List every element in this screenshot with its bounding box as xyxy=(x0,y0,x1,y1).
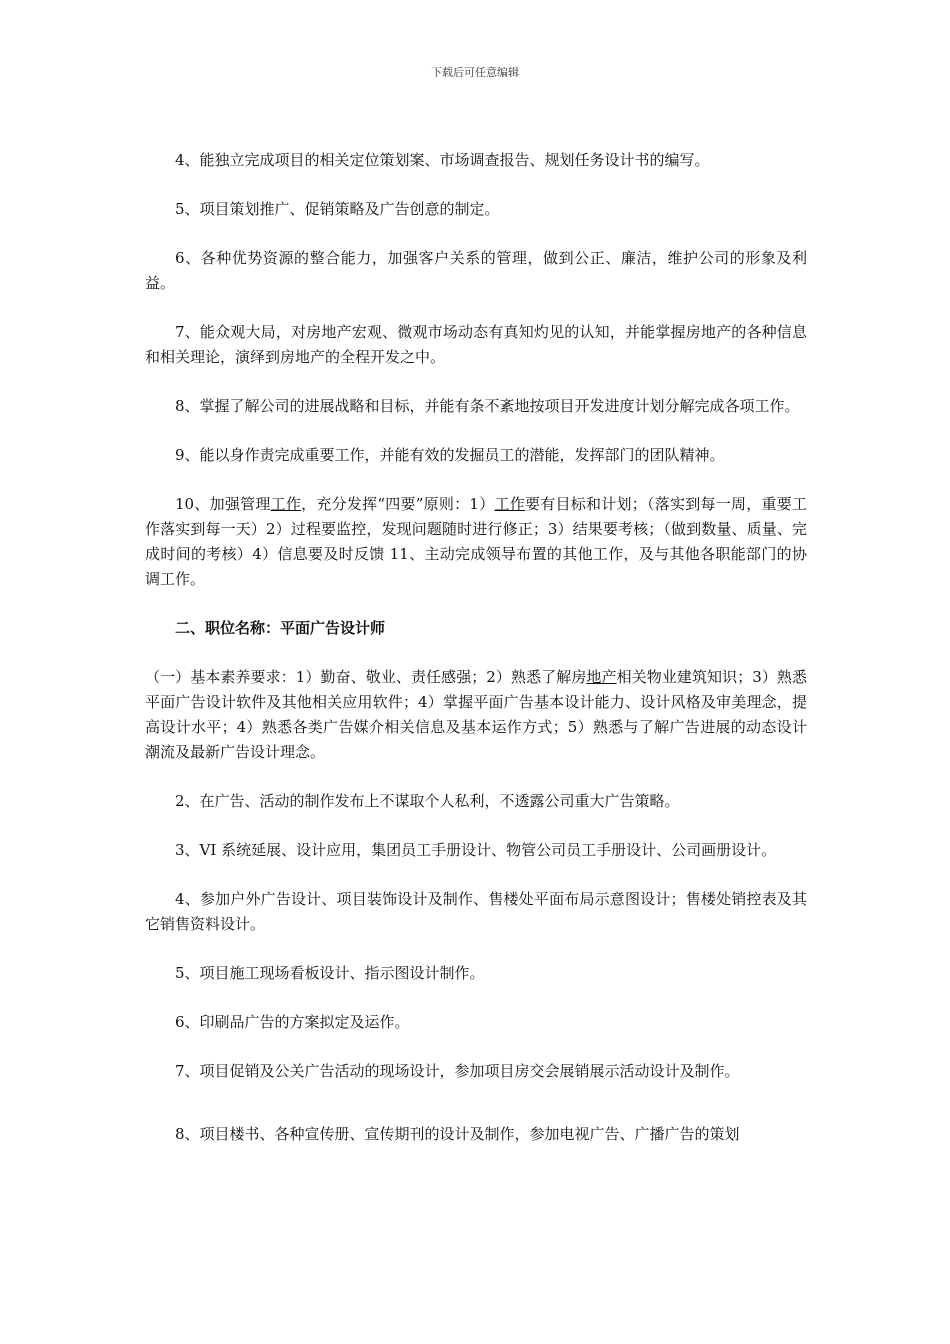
document-body xyxy=(145,148,807,1171)
paragraph-item-10 xyxy=(145,492,807,592)
section-heading: 二、职位名称：平面广告设计师 xyxy=(175,619,386,637)
paragraph-item-8: 8、掌握了解公司的进展战略和目标，并能有条不紊地按项目开发进度计划分解完成各项工作。 xyxy=(175,397,800,415)
basic-requirements xyxy=(145,665,807,765)
p10-text-a: 10、加强管理 xyxy=(175,495,271,513)
duty-item-6: 6、印刷品广告的方案拟定及运作。 xyxy=(175,1013,410,1031)
paragraph-item-5: 5、项目策划推广、促销策略及广告创意的制定。 xyxy=(175,200,500,218)
page-header: 下载后可任意编辑 xyxy=(431,66,519,79)
duty-item-2: 2、在广告、活动的制作发布上不谋取个人私利，不透露公司重大广告策略。 xyxy=(175,792,680,810)
duty-item-4: 4、参加户外广告设计、项目装饰设计及制作、售楼处平面布局示意图设计；售楼处销控表及其它销售资料设计。 xyxy=(145,890,807,933)
paragraph-item-6: 6、各种优势资源的整合能力，加强客户关系的管理，做到公正、廉洁，维护公司的形象及利益。 xyxy=(145,249,807,292)
work-link-2[interactable]: 工作 xyxy=(494,495,525,513)
duty-item-7: 7、项目促销及公关广告活动的现场设计，参加项目房交会展销展示活动设计及制作。 xyxy=(175,1062,740,1080)
basic-text-a: （一）基本素养要求：1）勤奋、敬业、责任感强；2）熟悉了解房 xyxy=(145,668,587,686)
p10-text-c: ，充分发挥“四要”原则：1） xyxy=(301,495,495,513)
paragraph-item-9: 9、能以身作责完成重要工作，并能有效的发掘员工的潜能，发挥部门的团队精神。 xyxy=(175,446,725,464)
real-estate-link[interactable]: 地产 xyxy=(586,668,617,686)
paragraph-item-4: 4、能独立完成项目的相关定位策划案、市场调查报告、规划任务设计书的编写。 xyxy=(175,151,710,169)
basic-text-c: 相关物业建筑知识；3）熟悉平面广告设计软件及其他相关应用软件；4）掌握平面广告基本设计能力、设计风格及审美理念，提高设计水平；4）熟悉各类广告媒介相关信息及基本运作方式；5）熟悉与了解广告进展的动态设计潮流及最新广告设计理念。 xyxy=(145,668,807,761)
duty-item-5: 5、项目施工现场看板设计、指示图设计制作。 xyxy=(175,964,485,982)
paragraph-item-7: 7、能众观大局，对房地产宏观、微观市场动态有真知灼见的认知，并能掌握房地产的各种信息和相关理论，演绎到房地产的全程开发之中。 xyxy=(145,323,807,366)
work-link[interactable]: 工作 xyxy=(270,495,302,513)
duty-item-8: 8、项目楼书、各种宣传册、宣传期刊的设计及制作，参加电视广告、广播广告的策划 xyxy=(175,1125,740,1143)
p10-text-e: 要有目标和计划；（落实到每一周，重要工作落实到每一天）2）过程要监控，发现问题随时进行修正；3）结果要考核；（做到数量、质量、完成时间的考核）4）信息要及时反馈 11、主动完成领导布置的其他工作，及与其他各职能部门的协调工作。 xyxy=(145,495,807,588)
duty-item-3: 3、VI 系统延展、设计应用，集团员工手册设计、物管公司员工手册设计、公司画册设计。 xyxy=(175,841,777,859)
